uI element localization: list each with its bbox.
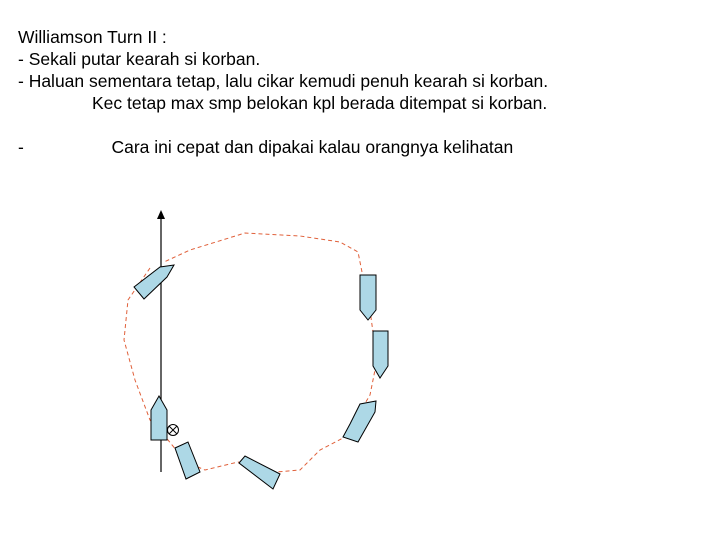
bullet-3-text: Cara ini cepat dan dipakai kalau orangnya kelihatan: [111, 137, 514, 157]
ship-turning-icon: [175, 442, 200, 479]
ship-right-side-icon: [373, 331, 388, 378]
ship-top-right-icon: [360, 275, 376, 320]
ship-heading-icon: [134, 265, 174, 299]
course-arrow-icon: [157, 210, 165, 219]
bullet-2: - Haluan sementara tetap, lalu cikar kemudi penuh kearah si korban.: [18, 71, 549, 91]
ship-start-icon: [151, 396, 167, 440]
bullet-1: - Sekali putar kearah si korban.: [18, 49, 261, 69]
ship-lower-right-icon: [343, 401, 376, 442]
circle-x-icon: [168, 425, 179, 436]
ship-bottom-icon: [239, 456, 280, 489]
bullet-2-continuation: Kec tetap max smp belokan kpl berada ditempat si korban.: [92, 93, 548, 113]
bullet-3-dash: -: [18, 137, 24, 157]
title: Williamson Turn II :: [18, 27, 167, 47]
